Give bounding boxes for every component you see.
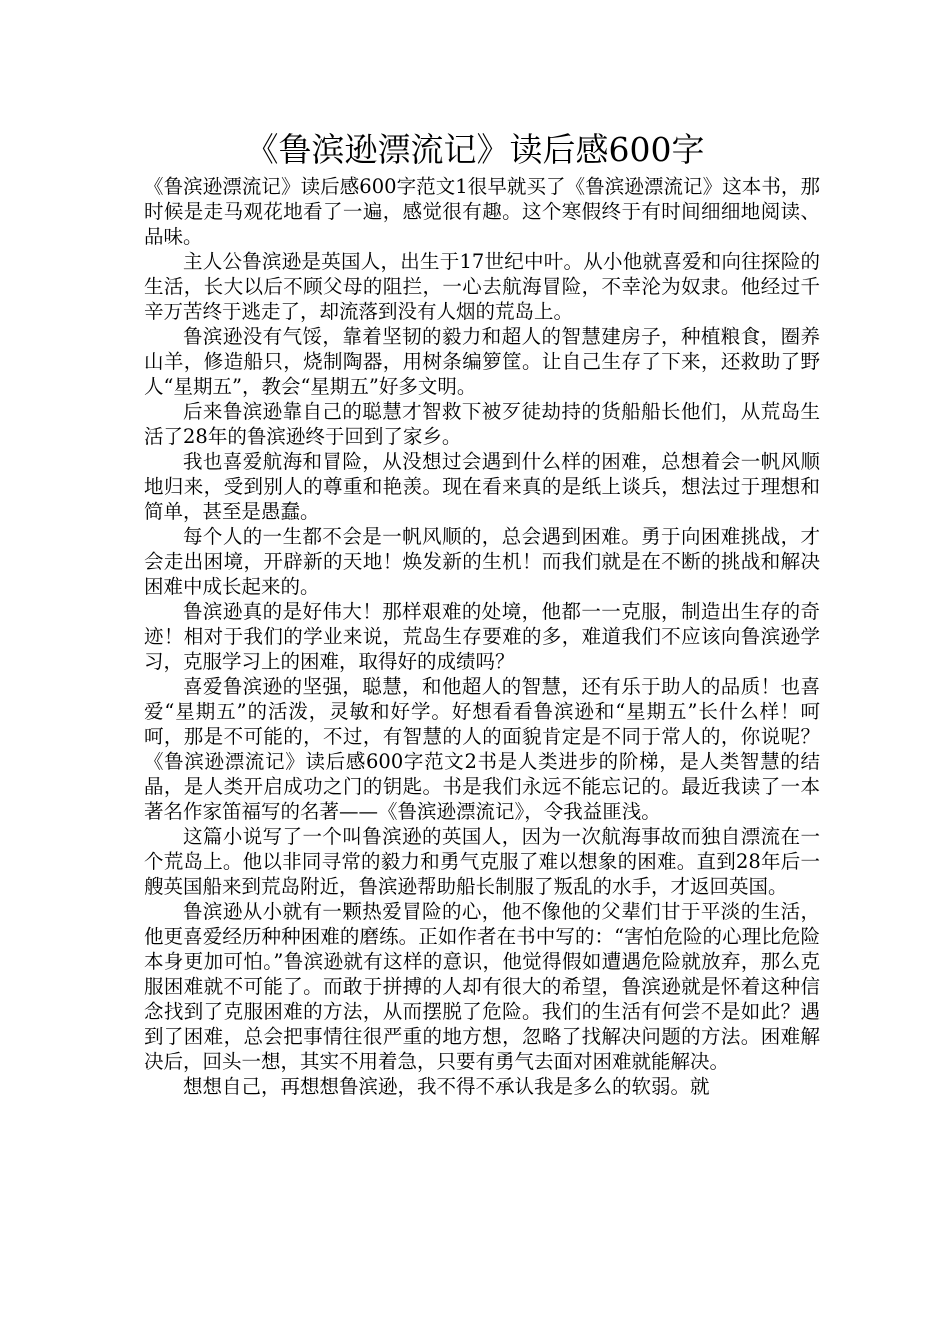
paragraph: 想想自己，再想想鲁滨逊，我不得不承认我是多么的软弱。就: [183, 1075, 710, 1098]
paragraph: 每个人的一生都不会是一帆风顺的，总会遇到困难。勇于向困难挑战，才会走出困境，开辟新的天地！焕发新的生机！而我们就是在不断的挑战和解决困难中成长起来的。: [144, 525, 820, 598]
paragraph: 我也喜爱航海和冒险，从没想过会遇到什么样的困难，总想着会一帆风顺地归来，受到别人的尊重和艳羡。现在看来真的是纸上谈兵，想法过于理想和简单，甚至是愚蠢。: [144, 450, 820, 523]
paragraph: 喜爱鲁滨逊的坚强，聪慧，和他超人的智慧，还有乐于助人的品质！也喜爱“星期五”的活泼，灵敏和好学。好想看看鲁滨逊和“星期五”长什么样！呵呵，那是不可能的，不过，有智慧的人的面貌肯定是不同于常人的，你说呢？《鲁滨逊漂流记》读后感600字范文2书是人类进步的阶梯，是人类智慧的结晶，是人类开启成功之门的钥匙。书是我们永远不能忘记的。最近我读了一本著名作家笛福写的名著——《鲁滨逊漂流记》，令我益匪浅。: [144, 675, 820, 823]
paragraph: 鲁滨逊真的是好伟大！那样艰难的处境，他都一一克服，制造出生存的奇迹！相对于我们的学业来说，荒岛生存要难的多，难道我们不应该向鲁滨逊学习，克服学习上的困难，取得好的成绩吗？: [144, 600, 820, 673]
paragraph: 鲁滨逊从小就有一颗热爱冒险的心，他不像他的父辈们甘于平淡的生活，他更喜爱经历种种困难的磨练。正如作者在书中写的：“害怕危险的心理比危险本身更加可怕。”鲁滨逊就有这样的意识，他觉得假如遭遇危险就放弃，那么克服困难就不可能了。而敢于拼搏的人却有很大的希望，鲁滨逊就是怀着这种信念找到了克服困难的方法，从而摆脱了危险。我们的生活有何尝不是如此？遇到了困难，总会把事情往很严重的地方想，忽略了找解决问题的方法。困难解决后，回头一想，其实不用着急，只要有勇气去面对困难就能解决。: [144, 900, 820, 1073]
paragraph: 后来鲁滨逊靠自己的聪慧才智救下被歹徒劫持的货船船长他们，从荒岛生活了28年的鲁滨逊终于回到了家乡。: [144, 400, 820, 448]
paragraph: 这篇小说写了一个叫鲁滨逊的英国人，因为一次航海事故而独自漂流在一个荒岛上。他以非同寻常的毅力和勇气克服了难以想象的困难。直到28年后一艘英国船来到荒岛附近，鲁滨逊帮助船长制服了叛乱的水手，才返回英国。: [144, 825, 820, 898]
paragraph: 主人公鲁滨逊是英国人，出生于17世纪中叶。从小他就喜爱和向往探险的生活，长大以后不顾父母的阻拦，一心去航海冒险，不幸沦为奴隶。他经过千辛万苦终于逃走了，却流落到没有人烟的荒岛上。: [144, 250, 820, 323]
document-body: [144, 174, 820, 1099]
paragraph: 《鲁滨逊漂流记》读后感600字范文1很早就买了《鲁滨逊漂流记》这本书，那时候是走马观花地看了一遍，感觉很有趣。这个寒假终于有时间细细地阅读、品味。: [144, 175, 820, 248]
document-title: 《鲁滨逊漂流记》读后感600字: [245, 130, 705, 169]
paragraph: 鲁滨逊没有气馁，靠着坚韧的毅力和超人的智慧建房子，种植粮食，圈养山羊，修造船只，烧制陶器，用树条编箩筐。让自己生存了下来，还救助了野人“星期五”，教会“星期五”好多文明。: [144, 325, 820, 398]
